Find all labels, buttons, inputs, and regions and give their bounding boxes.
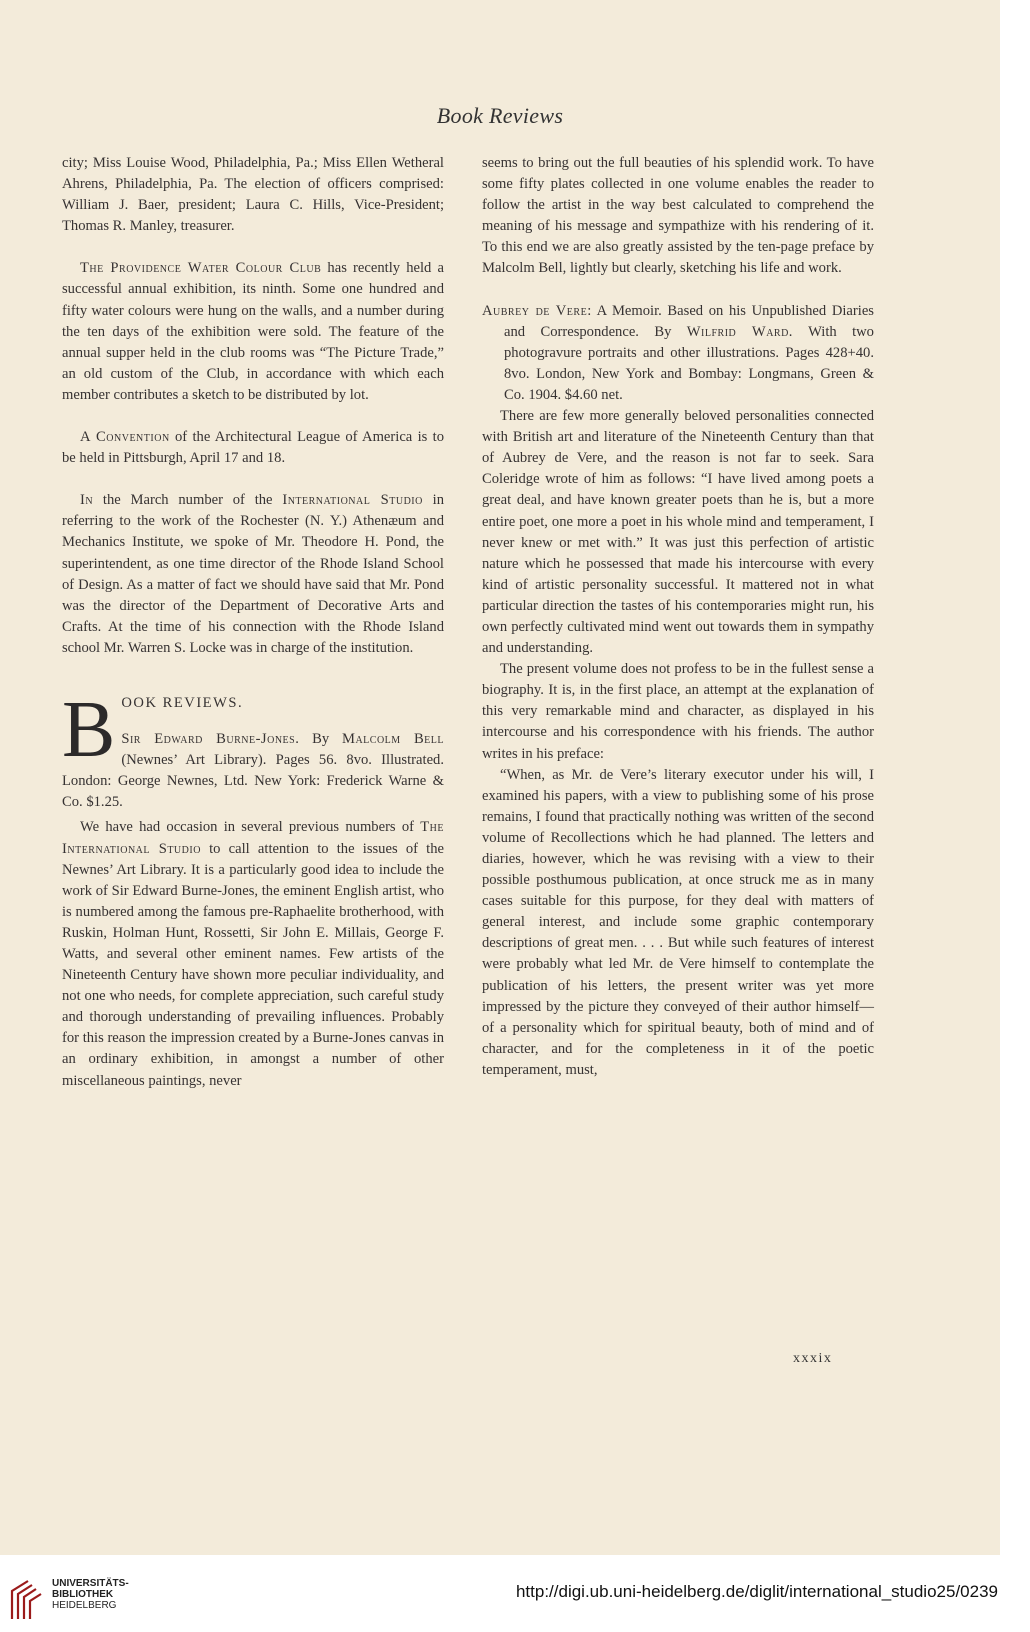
section-title: OOK REVIEWS.	[121, 694, 244, 711]
page-number: xxxix	[793, 1351, 833, 1366]
paragraph: The Providence Water Colour Club has recently held a successful annual exhibition, its ninth. Some one hundred and fifty water colours were hung on the walls, and a number during the ten days of the exhibition were sold. The feature of the annual supper held in the club rooms was “The Picture Trade,” an old custom of the Club, in accordance with which each member contributes a sketch to be distributed by lot.	[62, 260, 444, 403]
paragraph: city; Miss Louise Wood, Philadelphia, Pa.; Miss Ellen Wetheral Ahrens, Philadelphia, Pa. The election of officers comprised: William J. Baer, president; Laura C. Hills, Vice-President; Thomas R. Manley, treasurer.	[62, 155, 444, 235]
lead-in: In	[80, 492, 94, 509]
paragraph: seems to bring out the full beauties of his splendid work. To have some fifty plates collected in one volume enables the reader to follow the artist in the way best calculated to comprehend the meaning of his message and sympathize with his rendering of it. To this end we are also greatly assisted by the ten-page preface by Malcolm Bell, lightly but clearly, sketching his life and work.	[482, 155, 874, 277]
lead-in: The Providence Water Colour Club	[80, 260, 322, 277]
paragraph: “When, as Mr. de Vere’s literary executor under his will, I examined his papers, with a view to publishing some of his prose remains, I found that practically nothing was written of the second volume of Recollections which he had planned. The letters and diaries, however, which he was revising with a view to their possible posthumous publication, at once struck me as in many cases suitable for this purpose, for they deal with matters of general interest, and include some graphic contemporary descriptions of great men. . . . But while such features of interest were probably what led Mr. de Vere himself to contemplate the publication of his letters, the present writer was yet more impressed by the picture they conveyed of their author himself—of a personality which for spiritual beauty, both of mind and of character, and for the completeness in it of the poetic temperament, must,	[482, 766, 874, 1078]
book-entry-burne-jones: Sir Edward Burne-Jones. By Malcolm Bell (Newnes’ Art Library). Pages 56. 8vo. Illustrated. London: George Newnes, Ltd. New York: Frederick Warne & Co. $1.25.	[62, 731, 445, 811]
paragraph: We have had occasion in several previous numbers of The International Studio to call attention to the issues of the Newnes’ Art Library. It is a particularly good idea to include the work of Sir Edward Burne-Jones, the eminent English artist, who is numbered among the famous pre-Raphaelite brotherhood, with Ruskin, Holman Hunt, Rossetti, Sir John E. Millais, George F. Watts, and several other eminent names. Few artists of the Nineteenth Century have shown more peculiar individuality, and not one who needs, for complete appreciation, such careful study and thorough understanding of prevailing influences. Probably for this reason the impression created by a Burne-Jones canvas in an ordinary exhibition, in amongst a number of other miscellaneous paintings, never	[62, 819, 444, 1089]
library-name: UNIVERSITÄTS- BIBLIOTHEK HEIDELBERG	[52, 1578, 129, 1611]
drop-cap: B	[62, 685, 116, 774]
paragraph: In the March number of the International Studio in referring to the work of the Rochester (N. Y.) Athenæum and Mechanics Institute, we spoke of Mr. Theodore H. Pond, the superintendent, as one time director of the Rhode Island School of Design. As a matter of fact we should have said that Mr. Pond was the director of the Department of Decorative Arts and Crafts. At the time of his connection with the Rhode Island school Mr. Warren S. Locke was in charge of the institution.	[62, 492, 445, 656]
paragraph: There are few more generally beloved personalities connected with British art and literature of the Nineteenth Century than that of Aubrey de Vere, and the reason is not far to seek. Sara Coleridge wrote of him as follows: “I have lived among poets a great deal, and have known greater poets than he is, but a more entire poet, one more a poet in his whole mind and temperament, I never knew or met with.” It was just this perfection of artistic nature which he possessed that made his intercourse with every kind of artistic personality successful. It mattered not in what particular direction the tastes of his contemporaries might run, his own perfectly cultivated mind went out towards them in sympathy and understanding.	[482, 408, 874, 657]
paragraph: A Convention of the Architectural League of America is to be held in Pittsburgh, April 17 and 18.	[62, 429, 444, 467]
paragraph: The present volume does not profess to be in the fullest sense a biography. It is, in the first place, an attempt at the explanation of this very remarkable mind and character, as displayed in his intercourse and his correspondence with his friends. The author writes in his preface:	[482, 661, 874, 762]
footer-bar	[0, 1555, 1030, 1632]
source-url-link[interactable]: http://digi.ub.uni-heidelberg.de/diglit/international_studio25/0239	[515, 1582, 998, 1601]
left-column	[62, 153, 444, 1092]
running-title: Book Reviews	[436, 103, 564, 128]
right-column	[482, 153, 874, 1081]
book-entry-aubrey-de-vere: Aubrey de Vere: A Memoir. Based on his Unpublished Diaries and Correspondence. By Wilfrid Ward. With two photogravure portraits and other illustrations. Pages 428+40. 8vo. London, New York and Bombay: Longmans, Green & Co. 1904. $4.60 net.	[482, 302, 874, 403]
lead-in: A Convention	[80, 429, 170, 446]
book-reviews-section	[62, 685, 445, 1092]
library-logo-icon	[8, 1577, 46, 1621]
